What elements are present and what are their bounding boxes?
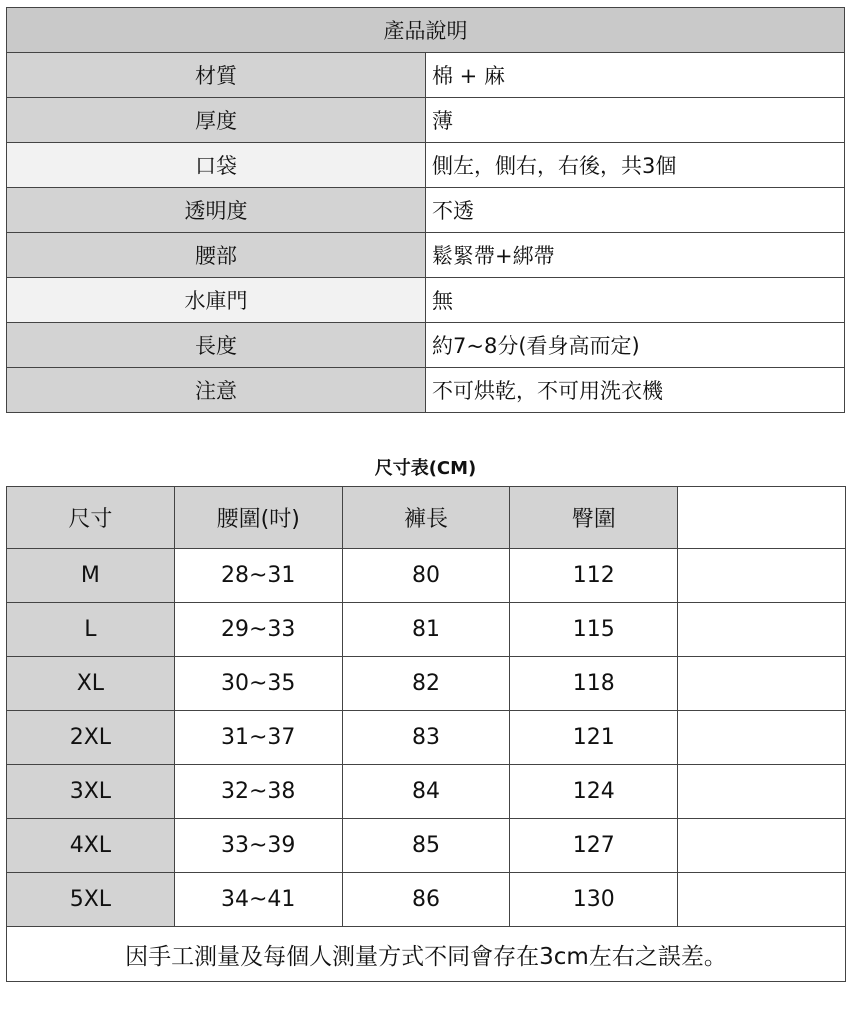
- description-row: [7, 323, 845, 368]
- table-row: [7, 549, 846, 603]
- waist-cell: 32~38: [174, 765, 342, 819]
- hip-cell: 118: [510, 657, 678, 711]
- empty-cell: [678, 873, 846, 927]
- description-label: 厚度: [7, 98, 426, 143]
- measurement-note: 因手工測量及每個人測量方式不同會存在3cm左右之誤差。: [7, 927, 846, 982]
- length-cell: 83: [342, 711, 510, 765]
- empty-cell: [678, 603, 846, 657]
- description-row: [7, 233, 845, 278]
- description-value: 側左，側右，右後，共3個: [426, 143, 845, 188]
- product-description-table: [6, 7, 845, 413]
- waist-cell: 28~31: [174, 549, 342, 603]
- description-label: 長度: [7, 323, 426, 368]
- measurement-note-row: [7, 927, 846, 982]
- description-label: 透明度: [7, 188, 426, 233]
- description-label: 腰部: [7, 233, 426, 278]
- size-cell: M: [7, 549, 175, 603]
- description-label: 水庫門: [7, 278, 426, 323]
- length-cell: 80: [342, 549, 510, 603]
- column-header-empty: [678, 487, 846, 549]
- hip-cell: 115: [510, 603, 678, 657]
- description-row: [7, 278, 845, 323]
- empty-cell: [678, 549, 846, 603]
- description-row: [7, 98, 845, 143]
- size-cell: 2XL: [7, 711, 175, 765]
- description-value: 薄: [426, 98, 845, 143]
- description-value: 無: [426, 278, 845, 323]
- table-row: [7, 657, 846, 711]
- empty-cell: [678, 819, 846, 873]
- waist-cell: 31~37: [174, 711, 342, 765]
- column-header: 尺寸: [7, 487, 175, 549]
- size-chart-title: 尺寸表(CM): [374, 458, 477, 479]
- table-row: [7, 603, 846, 657]
- description-value: 不可烘乾，不可用洗衣機: [426, 368, 845, 413]
- hip-cell: 130: [510, 873, 678, 927]
- waist-cell: 34~41: [174, 873, 342, 927]
- waist-cell: 29~33: [174, 603, 342, 657]
- description-value: 不透: [426, 188, 845, 233]
- column-header: 腰圍(吋): [174, 487, 342, 549]
- size-cell: 4XL: [7, 819, 175, 873]
- description-label: 材質: [7, 53, 426, 98]
- table-row: [7, 711, 846, 765]
- hip-cell: 124: [510, 765, 678, 819]
- length-cell: 82: [342, 657, 510, 711]
- description-value: 鬆緊帶+綁帶: [426, 233, 845, 278]
- size-cell: 5XL: [7, 873, 175, 927]
- size-cell: XL: [7, 657, 175, 711]
- length-cell: 86: [342, 873, 510, 927]
- size-chart-table: [6, 486, 846, 982]
- description-value: 棉 + 麻: [426, 53, 845, 98]
- description-row: [7, 53, 845, 98]
- length-cell: 85: [342, 819, 510, 873]
- waist-cell: 33~39: [174, 819, 342, 873]
- table-row: [7, 819, 846, 873]
- empty-cell: [678, 657, 846, 711]
- hip-cell: 112: [510, 549, 678, 603]
- description-row: [7, 368, 845, 413]
- length-cell: 84: [342, 765, 510, 819]
- description-label: 口袋: [7, 143, 426, 188]
- description-value: 約7~8分(看身高而定): [426, 323, 845, 368]
- description-label: 注意: [7, 368, 426, 413]
- size-cell: L: [7, 603, 175, 657]
- description-row: [7, 188, 845, 233]
- column-header: 臀圍: [510, 487, 678, 549]
- table-row: [7, 873, 846, 927]
- hip-cell: 127: [510, 819, 678, 873]
- size-cell: 3XL: [7, 765, 175, 819]
- column-header: 褲長: [342, 487, 510, 549]
- hip-cell: 121: [510, 711, 678, 765]
- size-chart-header-row: [7, 487, 846, 549]
- waist-cell: 30~35: [174, 657, 342, 711]
- description-row: [7, 143, 845, 188]
- length-cell: 81: [342, 603, 510, 657]
- empty-cell: [678, 711, 846, 765]
- table-row: [7, 765, 846, 819]
- description-title: 產品說明: [7, 8, 845, 53]
- empty-cell: [678, 765, 846, 819]
